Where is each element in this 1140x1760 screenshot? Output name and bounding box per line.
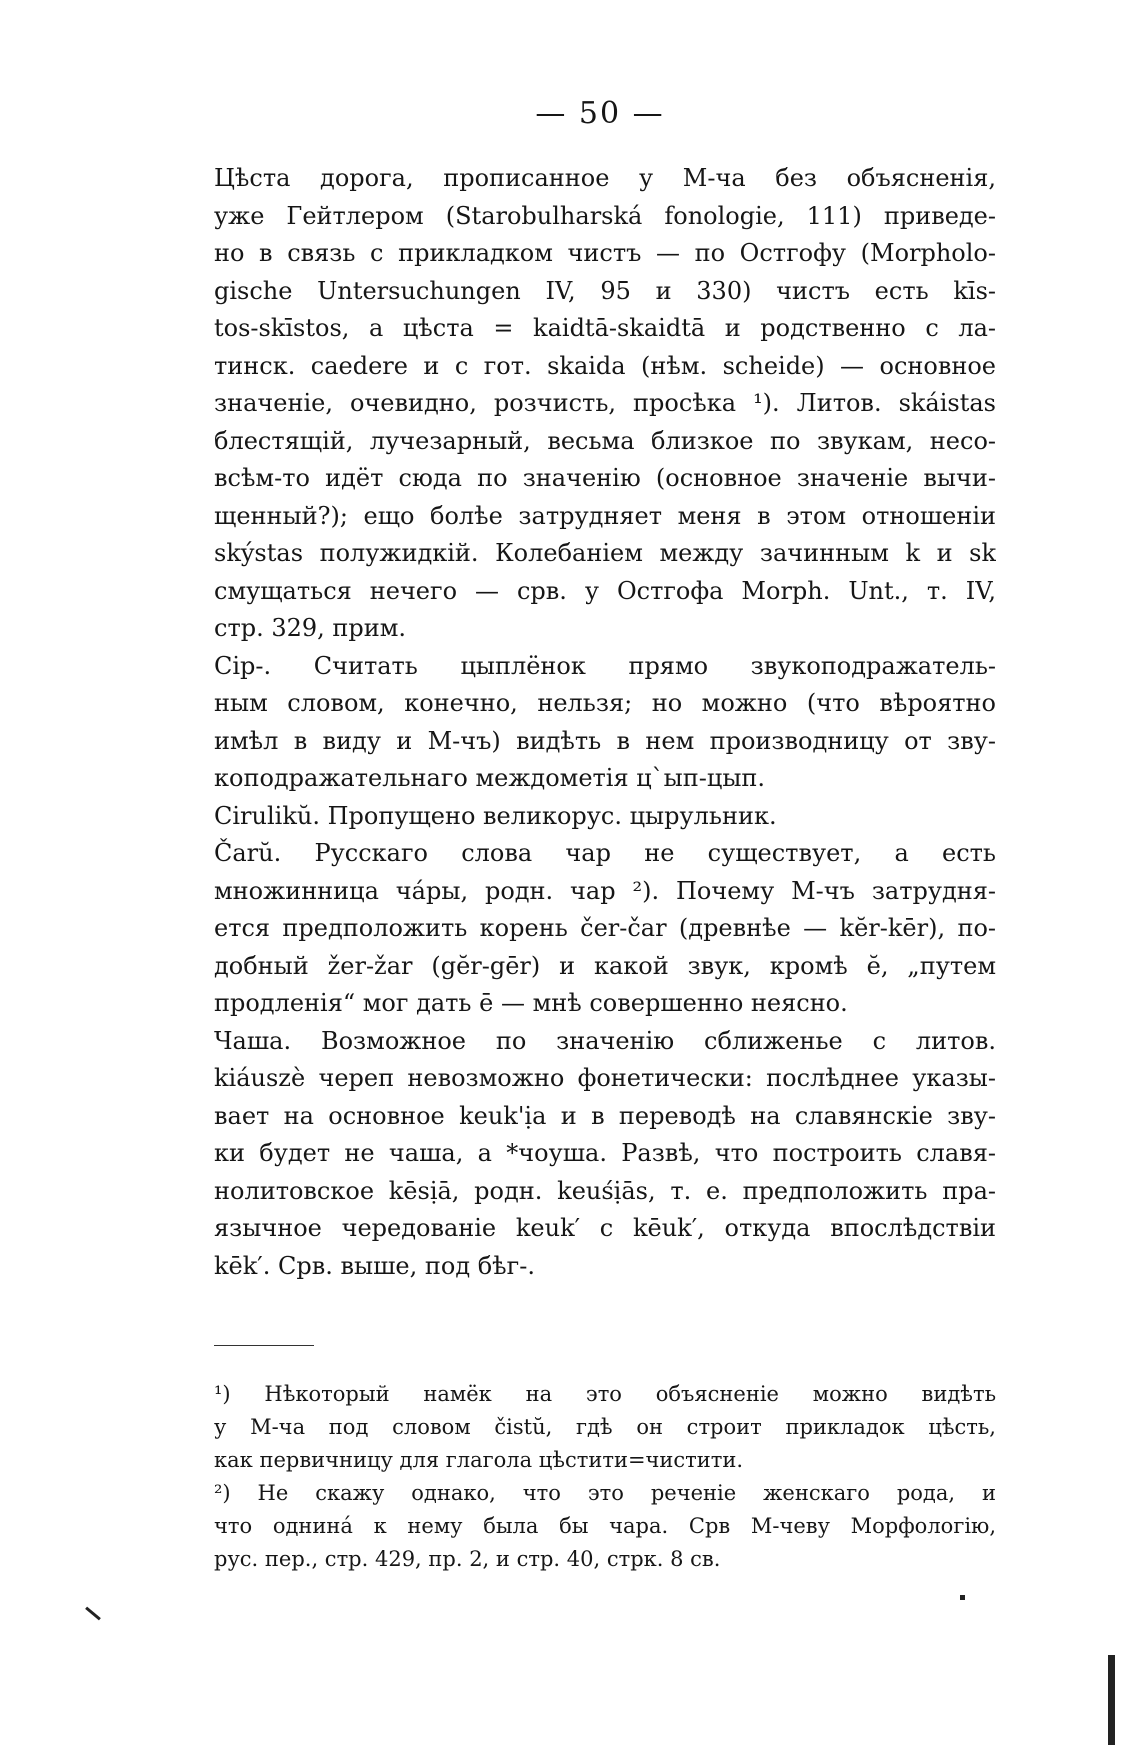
text-line: значеніе, очевидно, розчисть, просѣка ¹). Литов. skáistas	[214, 389, 996, 417]
text-line: ным словом, конечно, нельзя; но можно (что вѣроятно	[214, 689, 996, 717]
text-line: уже Гейтлером (Starobulharská fonologie, 111) приведе-	[214, 201, 996, 230]
scan-speck	[1108, 1655, 1115, 1745]
text-line: tos-skīstos, а цѣста = kaidtā-skaidtā и родственно с ла-	[214, 314, 996, 342]
text-line: всѣм-то идёт сюда по значенію (основное значеніе вычи-	[214, 464, 996, 492]
text-line: тинск. caedere и с гот. skaidа (нѣм. scheide) — основное	[214, 351, 996, 380]
footnote-separator	[214, 1345, 314, 1346]
text-line: смущаться нечего — срв. у Остгофа Morph. Unt., т. IV,	[214, 576, 996, 605]
text-line: gische Untersuchungen IV, 95 и 330) чистъ есть kīs-	[214, 276, 996, 305]
main-text	[214, 160, 996, 1285]
page-number: — 50 —	[535, 96, 665, 131]
text-line: Cip-. Считать цыплёнок прямо звукоподражатель-	[214, 651, 996, 680]
text-line: имѣл в виду и М-чъ) видѣть в нем производницу от зву-	[214, 726, 996, 755]
footnotes	[214, 1378, 996, 1576]
text-line: продленія“ мог дать ē — мнѣ совершенно неясно.	[214, 989, 848, 1017]
text-line: ется предположить корень čer-čar (древнѣе — kĕr-kēr), по-	[214, 914, 996, 942]
text-line: коподражательнаго междометія ц`ып-цып.	[214, 764, 766, 792]
footnote-line: у М-ча под словом čistŭ, гдѣ он строит прикладок цѣсть,	[214, 1415, 996, 1439]
text-line: множинница ча́ры, родн. чар ²). Почему М-чъ затрудня-	[214, 876, 996, 905]
text-line: ки будет не чаша, а *чоуша. Развѣ, что построить славя-	[214, 1139, 996, 1167]
text-line: добный žer-žar (gĕr-gēr) и какой звук, кромѣ ĕ, „путем	[214, 951, 996, 980]
text-line: kēk′. Срв. выше, под бѣг-.	[214, 1251, 535, 1280]
footnote-line: ²) Не скажу однако, что это реченіе женскаго рода, и	[214, 1481, 996, 1505]
scan-speck	[960, 1595, 965, 1600]
scan-speck	[85, 1607, 101, 1621]
text-line: щенный?); ещо болѣе затрудняет меня в этом отношеніи	[214, 501, 996, 530]
text-line: Чаша. Возможное по значенію сближенье с литов.	[214, 1026, 996, 1055]
footnote-line: рус. пер., стр. 429, пр. 2, и стр. 40, стрк. 8 св.	[214, 1547, 721, 1571]
text-line: Čarŭ. Русскаго слова чар не существует, а есть	[214, 839, 996, 867]
text-line: стр. 329, прим.	[214, 614, 407, 642]
text-line: skýstas полужидкій. Колебаніем между зачинным k и sk	[214, 539, 996, 567]
footnote-line: ¹) Нѣкоторый намёк на это объясненіе можно видѣть	[214, 1382, 996, 1406]
footnote-line: что однина́ к нему была бы чара. Срв М-чеву Морфологію,	[214, 1514, 996, 1538]
text-line: вает на основное keuk'ịa и в переводѣ на славянскіе зву-	[214, 1101, 996, 1130]
text-line: kiáuszè череп невозможно фонетически: послѣднее указы-	[214, 1064, 996, 1092]
text-line: Cirulikŭ. Пропущено великорус. цырульник.	[214, 801, 777, 830]
footnote-line: как первичницу для глагола цѣстити=чистити.	[214, 1448, 744, 1472]
text-line: блестящій, лучезарный, весьма близкое по звукам, несо-	[214, 426, 996, 455]
text-line: Цѣста дорога, прописанное у М-ча без объясненія,	[214, 164, 996, 192]
text-line: но в связь с прикладком чистъ — по Остгофу (Morpholo-	[214, 239, 996, 267]
text-line: язычное чередованіе keuk′ с kēuk′, откуда впослѣдствіи	[214, 1214, 996, 1242]
text-line: нолитовское kēsịā, родн. keuśịās, т. е. предположить пра-	[214, 1176, 996, 1205]
